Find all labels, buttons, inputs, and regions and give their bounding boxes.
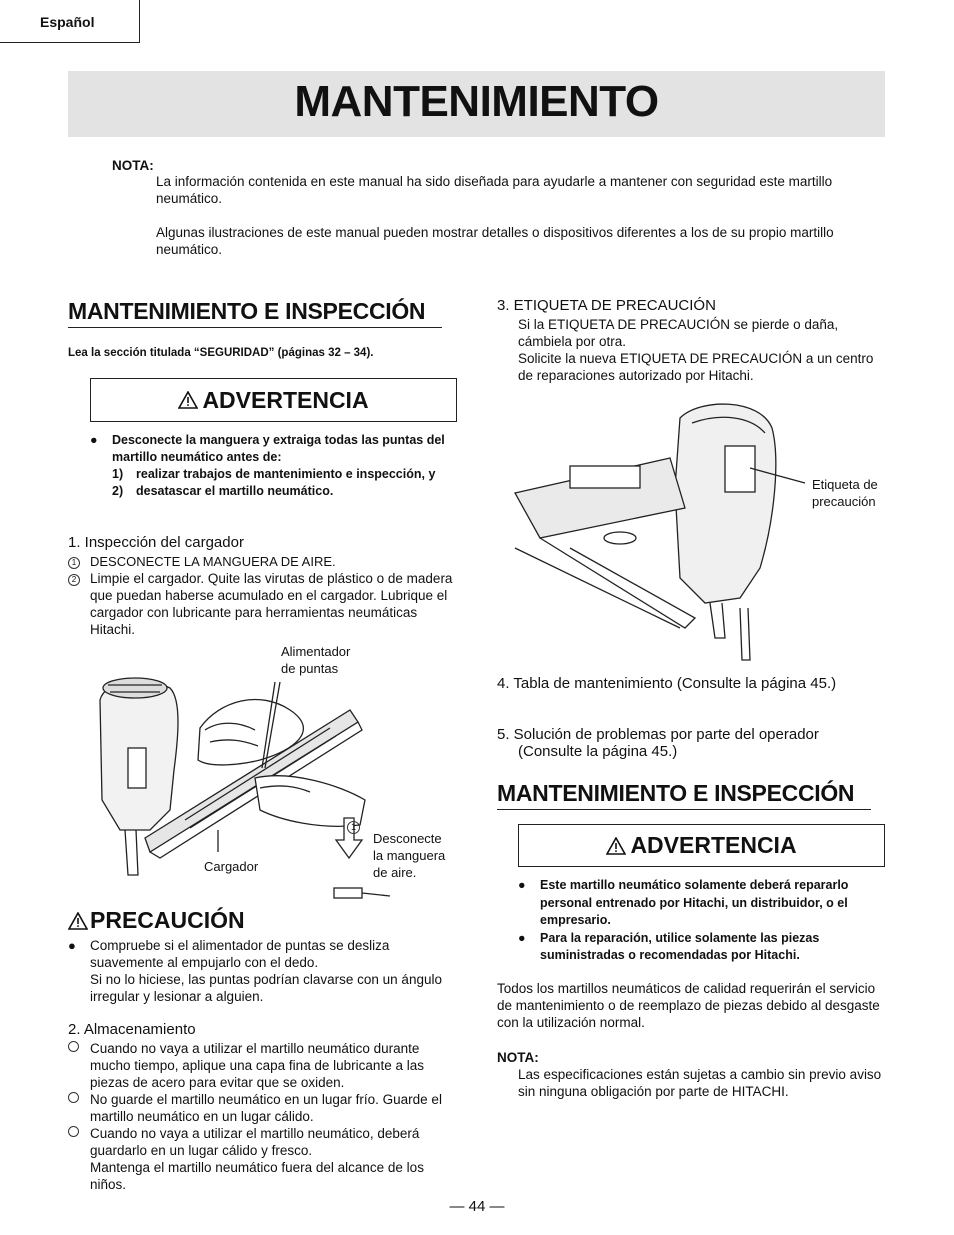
intro-note-label: NOTA: [112, 158, 154, 173]
circled-number-icon: 1 [347, 821, 360, 834]
step1-a: DESCONECTE LA MANGUERA DE AIRE. [90, 554, 336, 569]
caution-text-2: Si no lo hiciese, las puntas podrían clavarse con un ángulo irregular y lesionar a alguien. [90, 972, 442, 1004]
caution-label-illustration [510, 398, 810, 668]
warning-triangle-icon [68, 912, 88, 930]
right-note-text: Las especificaciones están sujetas a cambio sin previo aviso sin ninguna obligación por parte de HITACHI. [518, 1067, 882, 1099]
right-note-label: NOTA: [497, 1050, 539, 1065]
hollow-bullet-icon [68, 1126, 79, 1137]
fig-label-caution-tag [812, 476, 878, 510]
fig-label-disconnect [373, 830, 445, 881]
label-line: Desconecte [373, 831, 442, 846]
step3-p1: Si la ETIQUETA DE PRECAUCIÓN se pierde o daña, cámbiela por otra. [518, 317, 839, 349]
warning-label: ADVERTENCIA [202, 386, 369, 413]
title-band [68, 71, 885, 137]
fig-label-feeder [281, 643, 350, 677]
caution-content [68, 937, 458, 1005]
step5: 5. Solución de problemas por parte del operador (Consulte la página 45.) [497, 726, 819, 760]
warning-bullet-text: Desconecte la manguera y extraiga todas las puntas del martillo neumático antes de: [112, 433, 445, 464]
right-body-text: Todos los martillos neumáticos de calidad requerirán el servicio de mantenimiento o de reemplazo de piezas debido al desgaste con la utilización normal. [497, 981, 880, 1030]
bullet-dot-icon: ● [518, 930, 526, 945]
warning-item-2: desatascar el martillo neumático. [136, 484, 334, 498]
label-line: Alimentador [281, 644, 351, 659]
warning-item-1: realizar trabajos de mantenimiento e inspección, y [136, 467, 436, 481]
step3-title: 3. ETIQUETA DE PRECAUCIÓN [497, 297, 716, 314]
bullet-dot-icon: ● [90, 433, 98, 447]
left-section-heading: MANTENIMIENTO E INSPECCIÓN [68, 298, 442, 328]
page-title: MANTENIMIENTO [294, 77, 659, 126]
warning-label: ADVERTENCIA [630, 832, 797, 858]
left-warning-content [90, 432, 450, 500]
right-warning-1: Este martillo neumático solamente deberá repararlo personal entrenado por Hitachi, un distribuidor, o el empresario. [540, 878, 849, 927]
circled-number-icon: 1 [68, 557, 80, 569]
fig-label-magazine: Cargador [204, 859, 259, 874]
right-warning-box [518, 824, 885, 867]
storage-list [68, 1040, 460, 1193]
label-line: de puntas [281, 661, 339, 676]
storage-item-3b: Mantenga el martillo neumático fuera del alcance de los niños. [90, 1160, 424, 1192]
item-number: 1) [112, 467, 124, 481]
language-tab [0, 0, 140, 43]
caution-label: PRECAUCIÓN [90, 907, 245, 933]
circled-number-icon: 2 [68, 574, 80, 586]
step4: 4. Tabla de mantenimiento (Consulte la página 45.) [497, 675, 837, 692]
intro-note-p1: La información contenida en este manual ha sido diseñada para ayudarle a mantener con seguridad este martillo neumático. [156, 174, 833, 206]
step1-title: 1. Inspección del cargador [68, 534, 244, 551]
warning-triangle-icon [606, 837, 626, 855]
label-line: Etiqueta de [812, 477, 878, 492]
label-line: precaución [812, 494, 876, 509]
label-line: la manguera [373, 848, 446, 863]
right-warning-2: Para la reparación, utilice solamente las piezas suministradas o recomendadas por Hitachi. [540, 930, 820, 962]
bullet-dot-icon: ● [68, 938, 76, 953]
caution-heading [68, 907, 245, 934]
hollow-bullet-icon [68, 1092, 79, 1103]
right-section-heading: MANTENIMIENTO E INSPECCIÓN [497, 780, 871, 810]
language-label: Español [40, 14, 95, 30]
right-warning-content [518, 877, 878, 965]
step3-body [518, 316, 883, 384]
step3-p2: Solicite la nueva ETIQUETA DE PRECAUCIÓN a un centro de reparaciones autorizado por Hitachi. [518, 351, 874, 383]
storage-item-1: Cuando no vaya a utilizar el martillo neumático durante mucho tiempo, aplique una capa fina de lubricante a las piezas de acero para evitar que se oxiden. [90, 1041, 424, 1090]
storage-item-3: Cuando no vaya a utilizar el martillo neumático, deberá guardarlo en un lugar cálido y fresco. [90, 1126, 420, 1158]
caution-text: Compruebe si el alimentador de puntas se desliza suavemente al empujarlo con el dedo. [90, 938, 390, 970]
page-number: — 44 — [449, 1198, 505, 1215]
left-warning-box [90, 378, 457, 422]
item-number: 2) [112, 484, 124, 498]
hollow-bullet-icon [68, 1041, 79, 1052]
storage-item-2: No guarde el martillo neumático en un lugar frío. Guarde el martillo neumático en un lugar cálido. [90, 1092, 442, 1124]
label-line: de aire. [373, 865, 417, 880]
warning-triangle-icon [178, 391, 198, 409]
fig-circled-number [347, 818, 360, 836]
step1-b: Limpie el cargador. Quite las virutas de plástico o de madera que puedan haberse acumulado en el cargador. Lubrique el cargador con lubricante para herramientas neumáticas Hitachi. [90, 571, 453, 637]
step1-items [68, 553, 458, 638]
read-safety-section: Lea la sección titulada “SEGURIDAD” (páginas 32 – 34). [68, 347, 374, 359]
intro-note-p2: Algunas ilustraciones de este manual pueden mostrar detalles o dispositivos diferentes a los de su propio martillo neumático. [156, 225, 834, 257]
bullet-dot-icon: ● [518, 878, 526, 892]
step2-title: 2. Almacenamiento [68, 1021, 196, 1038]
